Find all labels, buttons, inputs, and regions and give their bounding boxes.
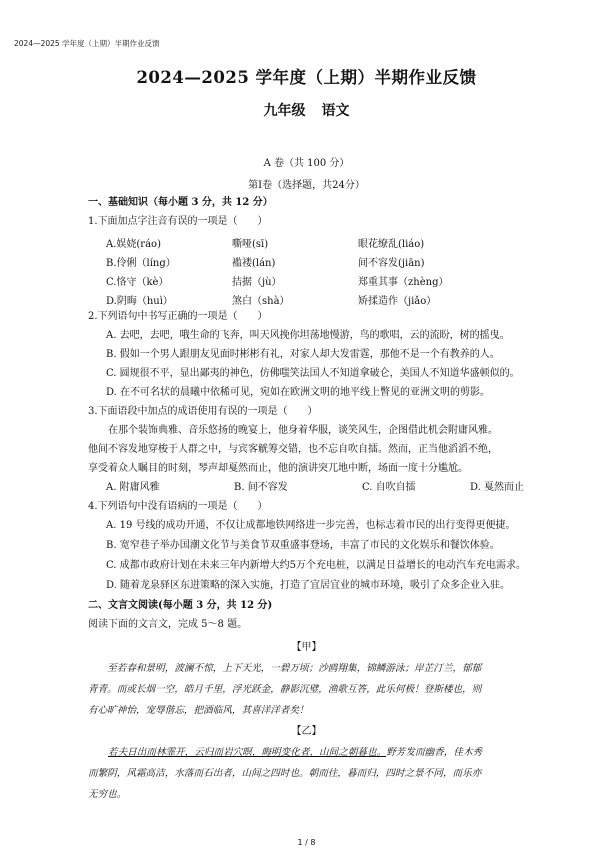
q1-option: 拮据（jù） — [232, 277, 282, 288]
passage-jia-line: 至若春和景明，波澜不惊，上下天光，一碧万顷；沙鸥翔集，锦鳞游泳；岸芷汀兰，郁郁 — [88, 663, 482, 674]
q1-option: 郑重其事（zhèng） — [358, 277, 449, 288]
q2-option-c: C. 圆规很不平，显出鄙夷的神色，仿佛嗤笑法国人不知道拿破仑，美国人不知道华盛顿似的。 — [106, 368, 520, 379]
q1-option: D.阴晦（huì） — [106, 296, 173, 307]
section1-heading: 一、基础知识（每小题 3 分，共 12 分） — [88, 197, 273, 208]
page-subtitle — [0, 100, 613, 120]
section2-intro: 阅读下面的文言文，完成 5～8 题。 — [88, 619, 248, 630]
q4-stem: 4.下列语句中没有语病的一项是（ ） — [88, 501, 268, 512]
passage-yi-underlined-sentence: 若夫日出而林霏开，云归而岩穴暝，晦明变化者，山间之朝暮也。 — [108, 747, 387, 758]
passage-jia-label: 【甲】 — [291, 642, 322, 653]
q1-stem: 1.下面加点字注音有误的一项是（ ） — [88, 216, 268, 227]
q4-option-d: D. 随着龙泉驿区东进策略的深入实施，打造了宜居宜业的城市环境，吸引了众多企业入驻。 — [106, 580, 511, 591]
q2-option-d: D. 在不可名状的晨曦中依稀可见，宛如在欧洲文明的地平线上瞥见的亚洲文明的剪影。 — [106, 387, 491, 398]
q4-option-b: B. 宽窄巷子举办国潮文化节与美食节双重盛事登场，丰富了市民的文化娱乐和餐饮体验。 — [106, 540, 500, 551]
q1-option: 间不容发(jiān) — [358, 258, 425, 269]
q1-option: 嘶哑(sī) — [232, 239, 269, 250]
q3-passage-line: 享受着众人瞩目的时刻，琴声却戛然而止，他的演讲突兀地中断，场面一度十分尴尬。 — [88, 463, 468, 474]
passage-jia-line: 青青。而或长烟一空，皓月千里，浮光跃金，静影沉璧，渔歌互答，此乐何极！登斯楼也，则 — [88, 684, 482, 695]
section2-heading: 二、文言文阅读(每小题 3 分，共 12 分) — [88, 600, 273, 611]
passage-yi-line: 而繁阴，风霜高洁，水落而石出者，山间之四时也。朝而往，暮而归，四时之景不同，而乐亦 — [88, 768, 482, 779]
page-number: 1 / 8 — [297, 838, 316, 847]
q2-option-b: B. 假如一个男人跟朋友见面时彬彬有礼，对家人却大发雷霆，那他不是一个有教养的人。 — [106, 349, 500, 360]
subject-label: 语文 — [321, 103, 350, 119]
volume-1-label: 第Ⅰ卷（选择题，共24分） — [248, 180, 365, 191]
grade-label: 九年级 — [263, 103, 306, 119]
running-head: 2024—2025 学年度（上期）半期作业反馈 — [14, 39, 160, 48]
q3-option-c: C. 自吹自擂 — [362, 482, 416, 493]
q4-option-a: A. 19 号线的成功开通，不仅让成都地铁网络进一步完善，也标志着市民的出行变得更便捷。 — [106, 520, 516, 531]
q1-option: C.恪守（kè） — [106, 277, 169, 288]
q2-option-a: A. 去吧，去吧，哦生命的飞奔，叫天风挽你坦荡地慢游，鸟的歌唱，云的流盼，树的摇曳。 — [106, 330, 510, 341]
q2-stem: 2.下列语句中书写正确的一项是（ ） — [88, 311, 268, 322]
page-title: 2024—2025 学年度（上期）半期作业反馈 — [136, 68, 477, 87]
volume-a-label: A 卷（共 100 分） — [263, 158, 350, 169]
q3-option-d: D. 戛然而止 — [470, 482, 525, 493]
q1-option: 煞白（shà） — [232, 296, 290, 307]
q3-option-a: A. 附庸风雅 — [106, 482, 160, 493]
passage-yi-label: 【乙】 — [291, 726, 322, 737]
q1-option: 眼花缭乱(liáo) — [358, 239, 425, 250]
q3-passage-line: 在那个装饰典雅、音乐悠扬的晚宴上，他身着华服，谈笑风生，企图借此机会附庸风雅。 — [88, 425, 498, 436]
q1-option: 褴褛(lán) — [232, 258, 276, 269]
q1-option: 矫揉造作（jiǎo） — [358, 296, 437, 307]
q3-passage-line: 他间不容发地穿梭于人群之中，与宾客觥筹交错，也不忘自吹自擂。然而，正当他滔滔不绝， — [88, 444, 498, 455]
q3-stem: 3.下面语段中加点的成语使用有误的一项是（ ） — [88, 406, 318, 417]
passage-jia-line: 有心旷神怡，宠辱偕忘，把酒临风，其喜洋洋者矣！ — [88, 705, 309, 716]
passage-yi-line1-rest: 野芳发而幽香，佳木秀 — [386, 747, 483, 758]
q1-option: B.伶俐（líng） — [106, 258, 176, 269]
q4-option-c: C. 成都市政府计划在未来三年内新增大约5万个充电桩，以满足日益增长的电动汽车充电需求。 — [106, 560, 527, 571]
passage-yi-first-line — [108, 744, 482, 758]
passage-yi-line: 无穷也。 — [88, 789, 127, 800]
q1-option: A.娱娆(ráo) — [106, 239, 161, 250]
q3-option-b: B. 间不容发 — [234, 482, 288, 493]
